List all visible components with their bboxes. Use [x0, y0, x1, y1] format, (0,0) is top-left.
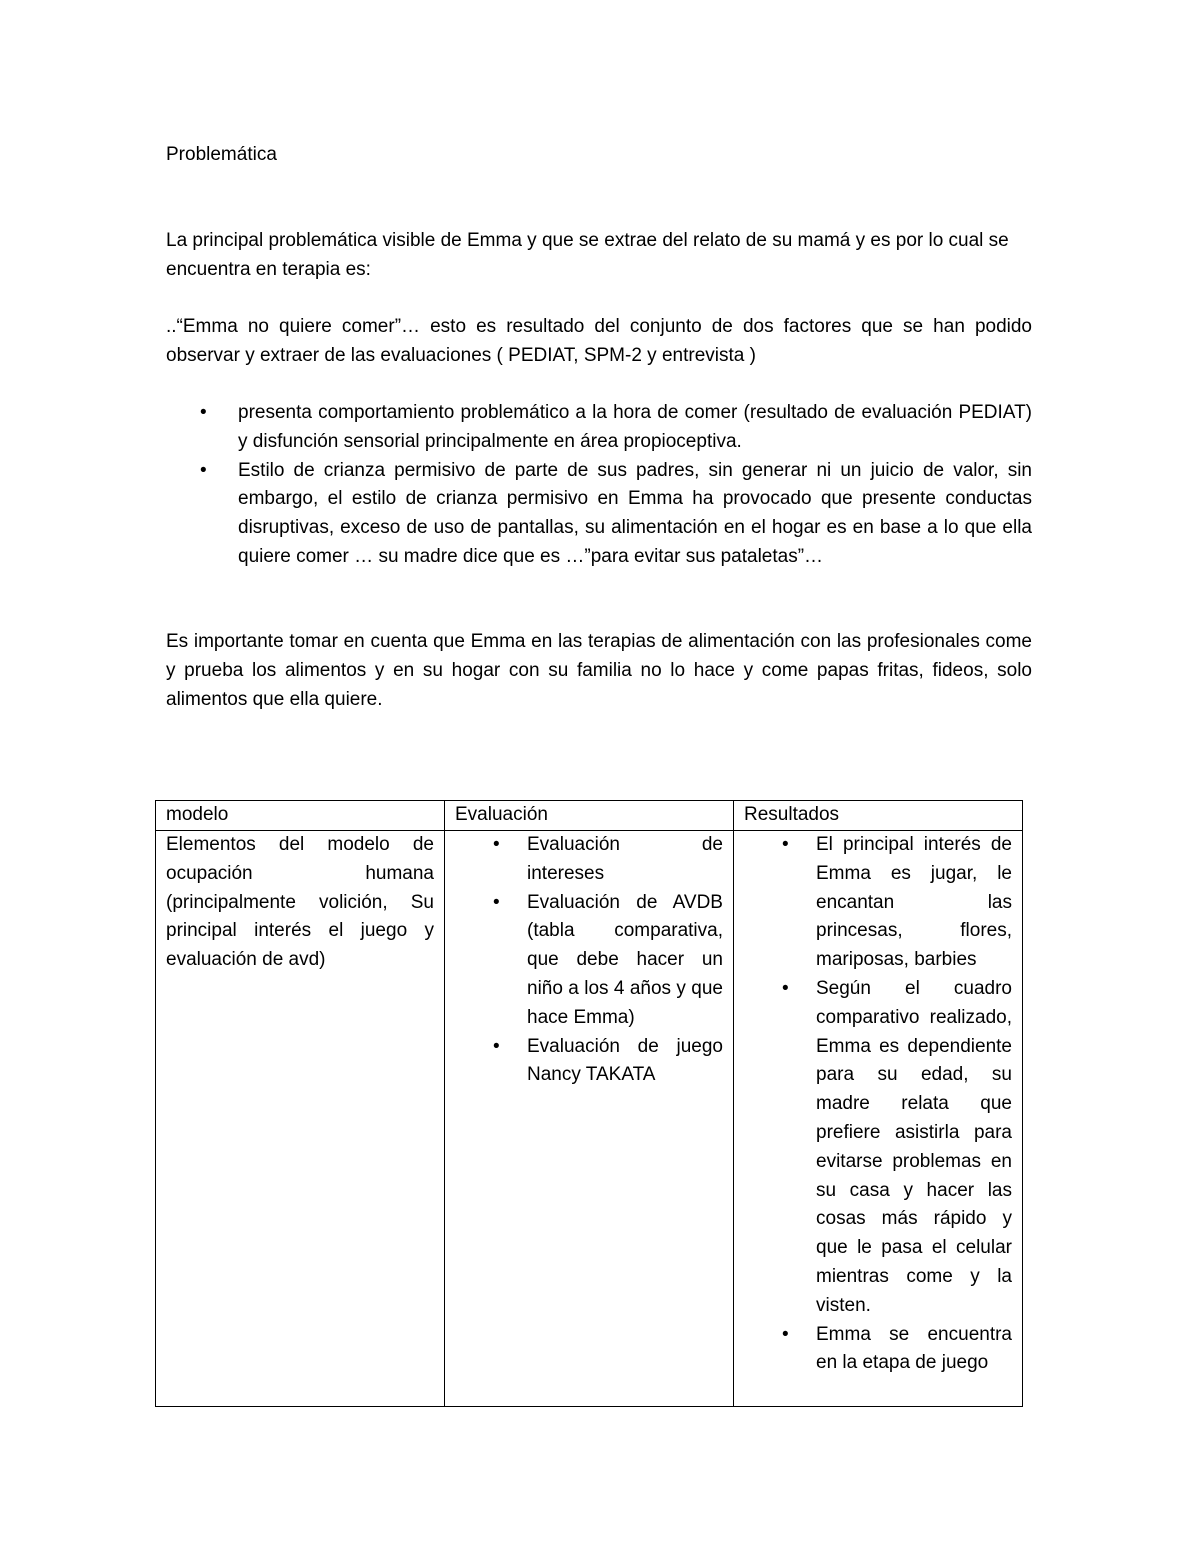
- bullet-icon: •: [493, 1035, 500, 1057]
- closing-paragraph: Es importante tomar en cuenta que Emma en las terapias de alimentación con las profesionales come y prueba los alimentos y en su hogar con su familia no lo hace y come papas fritas, fideos, solo alimentos que ella quiere.: [166, 631, 1032, 710]
- bullet-icon: •: [782, 834, 789, 855]
- list-item-text: Según el cuadro comparativo realizado, Emma es dependiente para su edad, su madre relata que prefiere asistirla para evitarse problemas en su casa y hacer las cosas más rápido y que le pasa el celular mientras come y la visten.: [816, 977, 1012, 1316]
- resultados-cell: [734, 831, 1023, 1407]
- list-item-text: Evaluación de intereses: [527, 834, 723, 884]
- list-item-text: El principal interés de Emma es jugar, le encantan las princesas, flores, mariposas, barbies: [816, 834, 1012, 971]
- list-item: [744, 831, 1012, 975]
- list-item: [744, 1321, 1012, 1379]
- list-item-text: Emma se encuentra en la etapa de juego: [816, 1323, 1012, 1374]
- header-resultados: Resultados: [734, 801, 1023, 831]
- evaluation-table: [155, 800, 1023, 1407]
- bullet-icon: •: [200, 459, 207, 481]
- page-heading: Problemática: [166, 144, 277, 165]
- list-item: [455, 889, 723, 1033]
- factors-list: [166, 399, 1032, 572]
- modelo-text: Elementos del modelo de ocupación humana (principalmente volición, Su principal interés el juego y evaluación de avd): [166, 834, 434, 971]
- modelo-cell: [156, 831, 445, 1407]
- list-item: [744, 975, 1012, 1321]
- list-item: [166, 399, 1032, 457]
- evaluacion-cell: [445, 831, 734, 1407]
- list-item: [455, 831, 723, 889]
- quote-paragraph: ..“Emma no quiere comer”… esto es resultado del conjunto de dos factores que se han podido observar y extraer de las evaluaciones ( PEDIAT, SPM-2 y entrevista ): [166, 316, 1032, 366]
- resultados-list: [744, 831, 1012, 1378]
- list-item: [455, 1033, 723, 1091]
- list-item-text: Estilo de crianza permisivo de parte de sus padres, sin generar ni un juicio de valor, sin embargo, el estilo de crianza permisivo en Emma ha provocado que presente conductas disruptivas, exceso de uso de pantallas, su alimentación en el hogar es en base a lo que ella quiere comer … su madre dice que es …”para evitar sus pataletas”…: [238, 459, 1032, 567]
- table-header-row: [156, 801, 1023, 831]
- header-evaluacion: Evaluación: [445, 801, 734, 831]
- list-item: [166, 457, 1032, 572]
- list-item-text: presenta comportamiento problemático a la hora de comer (resultado de evaluación PEDIAT) y disfunción sensorial principalmente en área propioceptiva.: [238, 402, 1032, 452]
- header-modelo: modelo: [156, 801, 445, 831]
- bullet-icon: •: [493, 834, 500, 855]
- list-item-text: Evaluación de juego Nancy TAKATA: [527, 1035, 723, 1086]
- bullet-icon: •: [782, 1323, 789, 1345]
- table-row: [156, 831, 1023, 1407]
- bullet-icon: •: [782, 977, 789, 999]
- list-item-text: Evaluación de AVDB (tabla comparativa, que debe hacer un niño a los 4 años y que hace Emma): [527, 891, 723, 1028]
- intro-paragraph: La principal problemática visible de Emma y que se extrae del relato de su mamá y es por lo cual se encuentra en terapia es:: [166, 230, 1009, 280]
- bullet-icon: •: [200, 402, 207, 423]
- bullet-icon: •: [493, 891, 500, 913]
- evaluacion-list: [455, 831, 723, 1090]
